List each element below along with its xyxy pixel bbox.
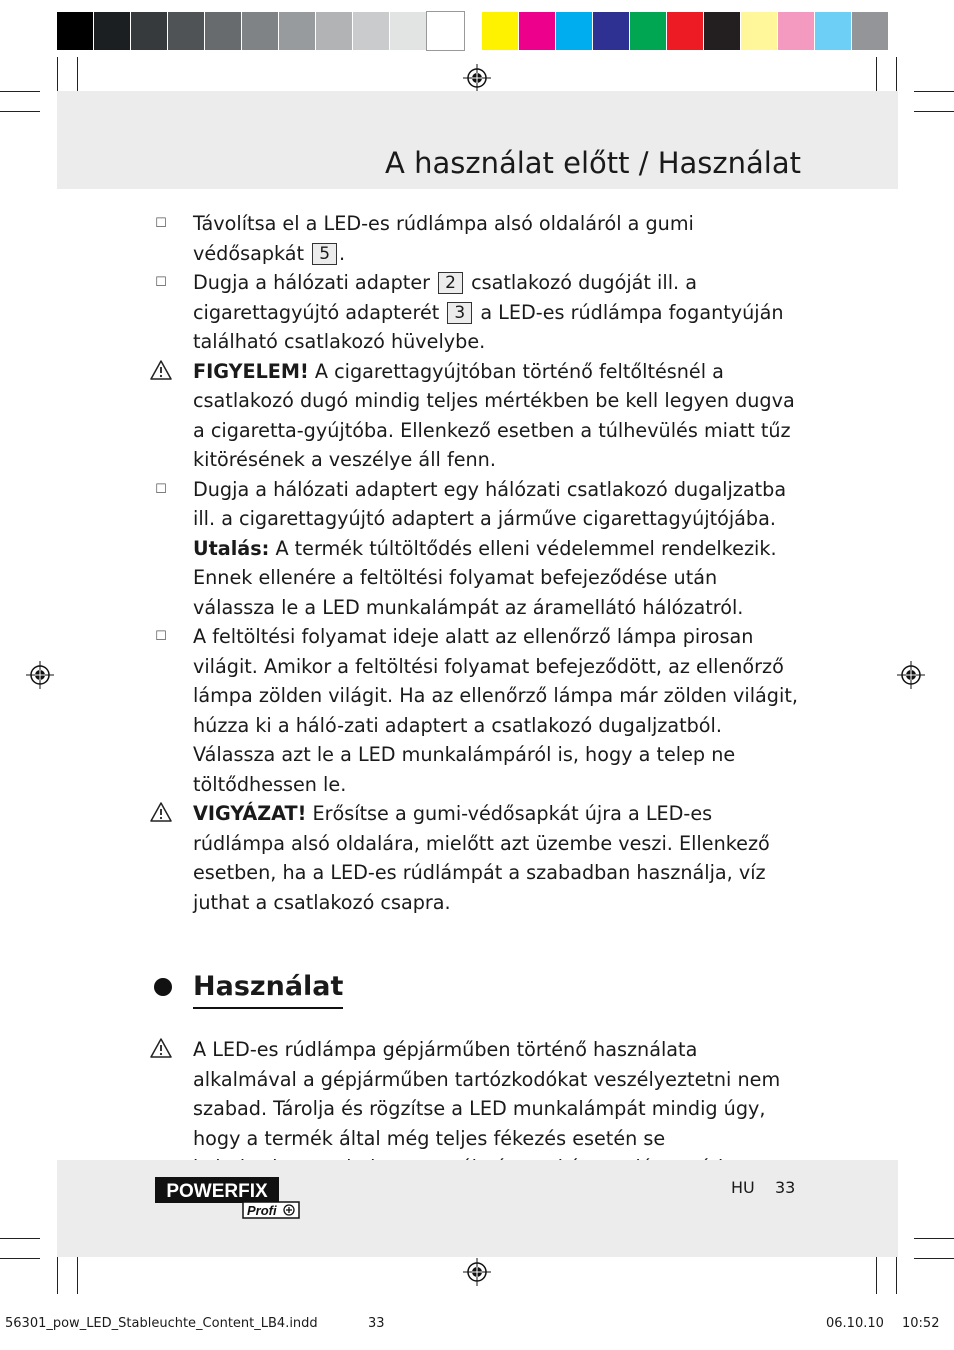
crop-mark	[0, 111, 40, 112]
slug-page: 33	[368, 1316, 385, 1331]
step-text: A feltöltési folyamat ideje alatt az ellenőrző lámpa pirosan világit. Amikor a feltöltési folyamat befejeződött, az ellenőrző lámpa zölden világit. Ha az ellenőrző lámpa már zölden világit, húzza ki a háló-zati adaptert a csatlakozó dugaljzatból. Válassza azt le a LED munkalámpáról is, hogy a telep ne töltődhessen le.	[193, 625, 798, 796]
crop-mark	[0, 1258, 40, 1259]
color-swatch	[667, 12, 704, 50]
crop-mark	[896, 1254, 897, 1294]
note-label: Utalás:	[193, 536, 270, 560]
note-text: A termék túltöltődés elleni védelemmel rendelkezik. Ennek ellenére a feltöltési folyamat befejeződése után válassza le a LED munkalámpát az áramellátó hálózatról.	[193, 536, 777, 619]
slug-date: 06.10.10	[826, 1316, 884, 1331]
registration-mark-icon	[463, 64, 491, 92]
part-reference: 3	[447, 302, 472, 324]
bullet-dot-icon	[154, 978, 172, 996]
crop-mark	[57, 1254, 58, 1294]
crop-mark	[876, 1254, 877, 1294]
slug-time: 10:52	[902, 1316, 940, 1331]
crop-mark	[914, 91, 954, 92]
color-swatch	[593, 12, 630, 50]
color-swatch	[630, 12, 667, 50]
checkbox-icon: ☐	[155, 629, 167, 644]
warning-triangle-icon	[150, 1038, 172, 1058]
crop-mark	[914, 1238, 954, 1239]
color-swatch	[482, 12, 519, 50]
page-content	[150, 209, 805, 1183]
warning-triangle-icon	[150, 360, 172, 380]
color-swatch	[353, 12, 390, 50]
registration-mark-icon	[897, 661, 925, 689]
color-swatch	[205, 12, 242, 50]
color-swatch	[131, 12, 168, 50]
instruction-step	[150, 622, 805, 799]
warning-text: A LED-es rúdlámpa gépjárműben történő használata alkalmával a gépjárműben tartózkodókat veszélyeztetni nem szabad. Tárolja és rögzítse a LED munkalámpát mindig úgy, hogy a termék által még teljes fékezés esetén se	[193, 1038, 781, 1150]
color-swatch	[316, 12, 353, 50]
process-color-bar	[482, 12, 889, 50]
color-swatch	[427, 12, 464, 50]
registration-mark-icon	[463, 1258, 491, 1286]
brand-subline: Profi	[247, 1203, 277, 1218]
color-swatch	[852, 12, 889, 50]
grayscale-color-bar	[57, 12, 464, 50]
crop-mark	[0, 91, 40, 92]
warning-label: VIGYÁZAT!	[193, 802, 307, 825]
color-swatch	[556, 12, 593, 50]
crop-mark	[914, 111, 954, 112]
warning-note	[150, 799, 805, 917]
color-swatch	[57, 12, 94, 50]
warning-triangle-icon	[150, 802, 172, 822]
step-text: .	[339, 241, 346, 265]
language-code: HU	[731, 1178, 755, 1197]
color-swatch	[168, 12, 205, 50]
step-text: Dugja a hálózati adaptert egy hálózati csatlakozó dugaljzatba ill. a cigarettagyújtó adaptert a járműve cigarettagyújtójába.	[193, 477, 787, 530]
brand-name: POWERFIX	[166, 1181, 268, 1202]
color-swatch	[390, 12, 427, 50]
color-swatch	[94, 12, 131, 50]
crop-mark	[914, 1258, 954, 1259]
instruction-step	[150, 268, 805, 357]
slug-filename: 56301_pow_LED_Stableuchte_Content_LB4.indd	[5, 1316, 318, 1331]
warning-label: FIGYELEM!	[193, 359, 309, 383]
step-text: a LED-es rúdlámpa fogantyúján található csatlakozó hüvelybe.	[193, 300, 784, 353]
page-number: 33	[775, 1178, 796, 1197]
step-text: csatlakozó dugóját ill. a cigarettagyújtó adapterét	[193, 271, 697, 324]
color-swatch	[279, 12, 316, 50]
part-reference: 2	[438, 272, 463, 294]
instruction-step	[150, 475, 805, 623]
warning-text: A cigarettagyújtóban történő feltőltésnél a csatlakozó dugó mindig teljes mértékben be kell legyen dugva a cigaretta-gyújtóba. Ellenkező esetben a túlhevülés miatt tűz kitörésének a veszélye áll fenn.	[193, 359, 795, 471]
color-swatch	[519, 12, 556, 50]
warning-note	[150, 357, 805, 475]
instruction-step	[150, 209, 805, 268]
registration-mark-icon	[26, 661, 54, 689]
section-heading	[150, 967, 805, 1007]
part-reference: 5	[312, 243, 337, 265]
color-swatch	[741, 12, 778, 50]
section-title: Használat	[193, 967, 343, 1009]
color-swatch	[778, 12, 815, 50]
checkbox-icon: ☐	[155, 481, 167, 497]
checkbox-icon: ☐	[155, 216, 167, 231]
checkbox-icon: ☐	[155, 275, 167, 290]
page-title: A használat előtt / Használat	[385, 146, 801, 180]
color-swatch	[704, 12, 741, 50]
powerfix-logo	[155, 1175, 300, 1219]
color-swatch	[815, 12, 852, 50]
step-text: Távolítsa el a LED-es rúdlámpa alsó oldaláról a gumi védősapkát	[193, 212, 694, 265]
crop-mark	[77, 1254, 78, 1294]
color-swatch	[242, 12, 279, 50]
warning-text: Erősítse a gumi-védősapkát újra a LED-es rúdlámpa alsó oldalára, mielőtt azt üzembe veszi. Ellenkező esetben, ha a LED-es rúdlámpát a szabadban használja, víz juthat a csatlakozó csapra.	[193, 802, 770, 914]
step-text: Dugja a hálózati adapter	[193, 271, 431, 294]
crop-mark	[0, 1238, 40, 1239]
